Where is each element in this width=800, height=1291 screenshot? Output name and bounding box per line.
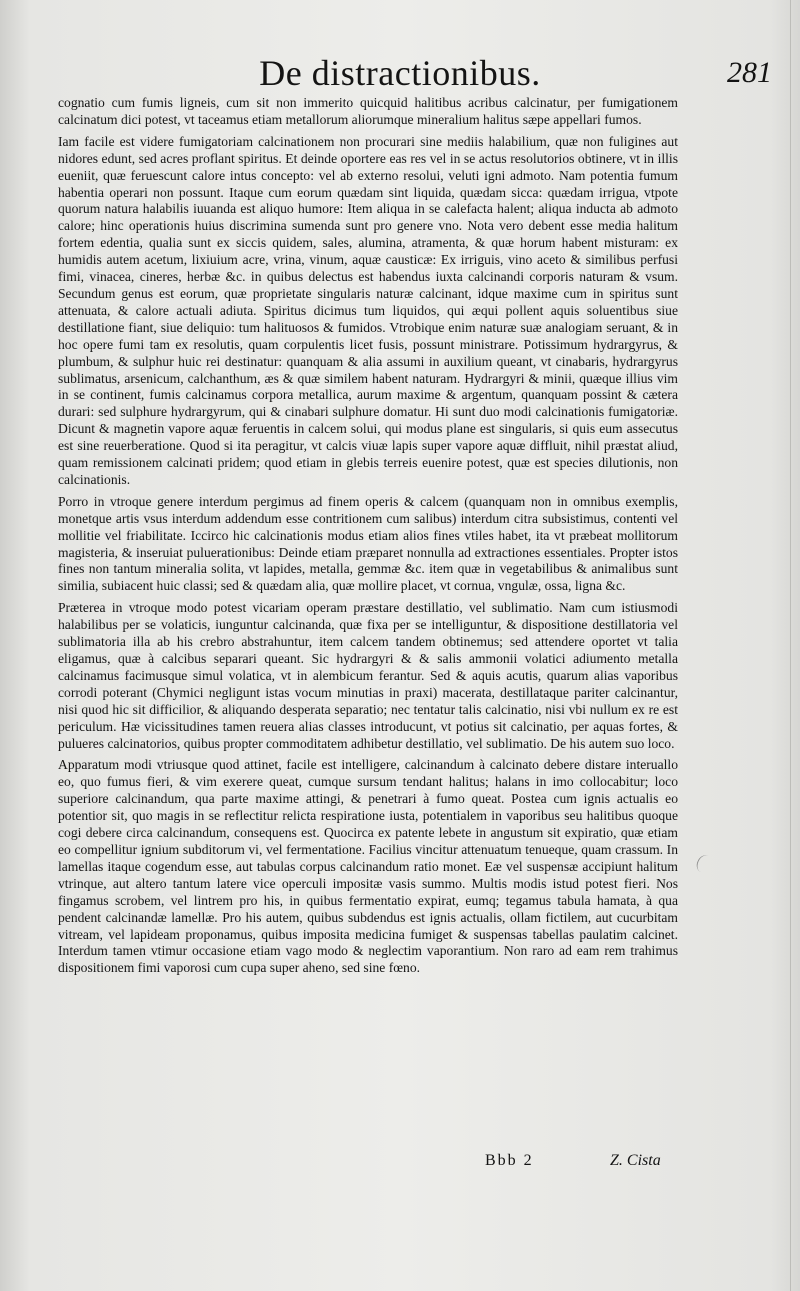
paragraph-4: Præterea in vtroque modo potest vicariam operam præstare destillatio, vel sublimatio. Nam cum istiusmodi halabilibus per se volaticis, iunguntur calcinanda, quæ fixa per se intelliguntur, & dispositione destillatoria vel sublimatoria illa ab his crebro abstrahuntur, item calcem tandem obtinemus; sed attendere oportet vt talia eligamus, quæ à calcibus separari queant. Sic hydrargyri & & salis ammonii volatici adiumento metalla calcinamus facimusque simul volatica, vt in alembicum ferantur. Sed & aquis acutis, quarum alias vaporibus corrodi poterant (Chymici negligunt istas vocum minutias in praxi) macerata, destillataque pariter calcinantur, nisi quod hic sit difficilior, & aliquando desperata separatio; nec tentatur talis calcinatio, nisi vbi nullum ex re est periculum. Hæ vicissitudines tamen reuera alias classes introducunt, vt potius sit calcinatio, per aquas fortes, & pulueres calcinatorios, quibus propter commoditatem adhibetur destillatio, vel sublimatio. De his autem suo loco.	[58, 600, 678, 751]
body-text	[58, 95, 678, 982]
paragraph-1: cognatio cum fumis ligneis, cum sit non immerito quicquid halitibus acribus calcinatur, per fumigationem calcinatum dici potest, vt taceamus etiam metallorum aliorumque mineralium halitus sæpe appellari fumos.	[58, 95, 678, 127]
margin-mark	[694, 853, 715, 876]
paragraph-5: Apparatum modi vtriusque quod attinet, facile est intelligere, calcinandum à calcinato debere distare interuallo eo, quo fumus fieri, & vim exerere queat, cumque sursum tendant halitus; halans in imo collocabitur; loco superiore calcinandum, qua parte maxime attingi, & penetrari à fumo queat. Postea cum ignis actualis eo potentior sit, quo magis in se reflectitur relicta respiratione iusta, potentialem in vaporibus seu halitibus quoque cogi debere circa calcinandum, consequens est. Quocirca ex patente lebete in angustum sit expiratio, quæ etiam eo compellitur ignium subditorum vi, vel fermentatione. Facilius vincitur attenuatum tenueque, quam crassum. In lamellas itaque cogendum esse, aut tabulas corpus calcinandum ratio monet. Eæ vel suspensæ accipiunt halitum vtrinque, aut altero tantum latere vice operculi impositæ vasis summo. Multis modis istud potest fieri. Nos fingamus scrobem, vel lintrem pro his, in quibus fermentatio expirat, eumq; tegamus tabula hamata, à qua pendent calcinandæ lamellæ. Pro his autem, quibus subdendus est ignis actualis, ollam fictilem, aut cucurbitam vitream, vel lapideam proponamus, quibus imposita medicina fumiget & suspensas tabellas paulatim calcinet. Interdum tamen vtimur occasione etiam vago modo & neglectim vaporantium. Non raro ad eam rem trahimus dispositionem fimi vaporosi cum cupa super aheno, sed sine fœno.	[58, 757, 678, 976]
page-footer	[0, 1152, 800, 1178]
page-header	[0, 48, 800, 98]
running-title: De distractionibus.	[259, 53, 541, 93]
catchword: Z. Cista	[610, 1152, 661, 1169]
paragraph-2: Iam facile est videre fumigatoriam calcinationem non procurari sine mediis halabilium, quæ non fuligines aut nidores edunt, sed acres proflant spiritus. Et deinde oportere eas res vel in se actus resolutorios obtinere, vt in illis eueniit, quæ feruescunt calore intus concepto: vel ab externo resolui, veluti igni admoto. Nam potentia fumum habentia operari non possunt. Itaque cum eorum quædam sint liquida, quædam sicca: quædam irrigua, vtpote quorum natura halabilis iuuanda est aliquo humore: Item aliqua in se calefacta halent; aliqua inducta ab admoto calore; hinc operationis huius discrimina sumenda sunt pro genere vno. Nota vero debent esse media halitum fortem edentia, qualia sunt ex siccis quidem, sales, alumina, atramenta, & quæ horum habent misturam: ex humidis autem acetum, lixiuium acre, vrina, vinum, aquæ causticæ: Ex irriguis, vino aceto & similibus perfusi fimi, vinacea, cineres, herbæ &c. in quibus delectus est habendus iuxta calcinandi corporis naturam & vsum. Secundum genus est eorum, quæ proprietate singularis naturæ calcinant, idque maxime cum in spiritus sunt attenuata, & calore actuali adiuta. Spiritus dicimus tum liquidos, qui æqui pollent aquis soluentibus siue destillatione fiant, siue deliquio: tum halituosos & fumidos. Vtrobique enim naturæ suæ analogiam seruant, & in hoc opere fumi tam ex resolutis, quam corpulentis licet fusis, possunt ministrare. Potissimum hydrargyrus, & plumbum, & sulphur huic rei destinatur: quanquam & alia assumi in auxilium queant, vt cinabaris, hydrargyrus sublimatus, arsenicum, calchanthum, æs & quæ similem habent naturam. Hydrargyri & minii, quæque illius vim in se continent, fumis calcinamus corpora metallica, aurum maxime & argentum, quanquam possint & cætera durari: sed sulphure hydrargyrum, qui & cinabari sulphure domatur. Hi sunt duo modi calcinationis fumigatoriæ. Dicunt & magnetin vapore aquæ feruentis in calcem solui, qui modus plane est singularis, si quis eum assecutus est sine reuerberatione. Quod si ita peragitur, vt calcis viuæ lapis super vapore aquæ diffluit, nihil præstat aliud, quam remissionem calcinati pridem; quod etiam in glebis terreis euenire potest, quæ est species dilutionis, non calcinationis.	[58, 133, 678, 487]
page-number: 281	[727, 56, 772, 89]
paragraph-3: Porro in vtroque genere interdum pergimus ad finem operis & calcem (quanquam non in omnibus exemplis, monetque artis vsus interdum addendum esse contritionem cum salibus) interdum citra subsistimus, contenti vel mollitie vel friabilitate. Iccirco hic calcinationis modus etiam alios fines vtiles habet, ita vt præbeat mollitorum magisteria, & inseruiat puluerationibus: Deinde etiam præparet nonnulla ad extractiones essentiales. Propter istos fines non tantum mineralia solita, vt lapides, metalla, gemmæ &c. item quæ in vegetabilibus & animalibus sunt similia, subiacent huic classi; sed & quædam alia, quæ mollire placet, vt cornua, vngulæ, ossa, ligna &c.	[58, 493, 678, 594]
signature-mark: Bbb 2	[485, 1152, 534, 1169]
page-edge	[790, 0, 791, 1291]
